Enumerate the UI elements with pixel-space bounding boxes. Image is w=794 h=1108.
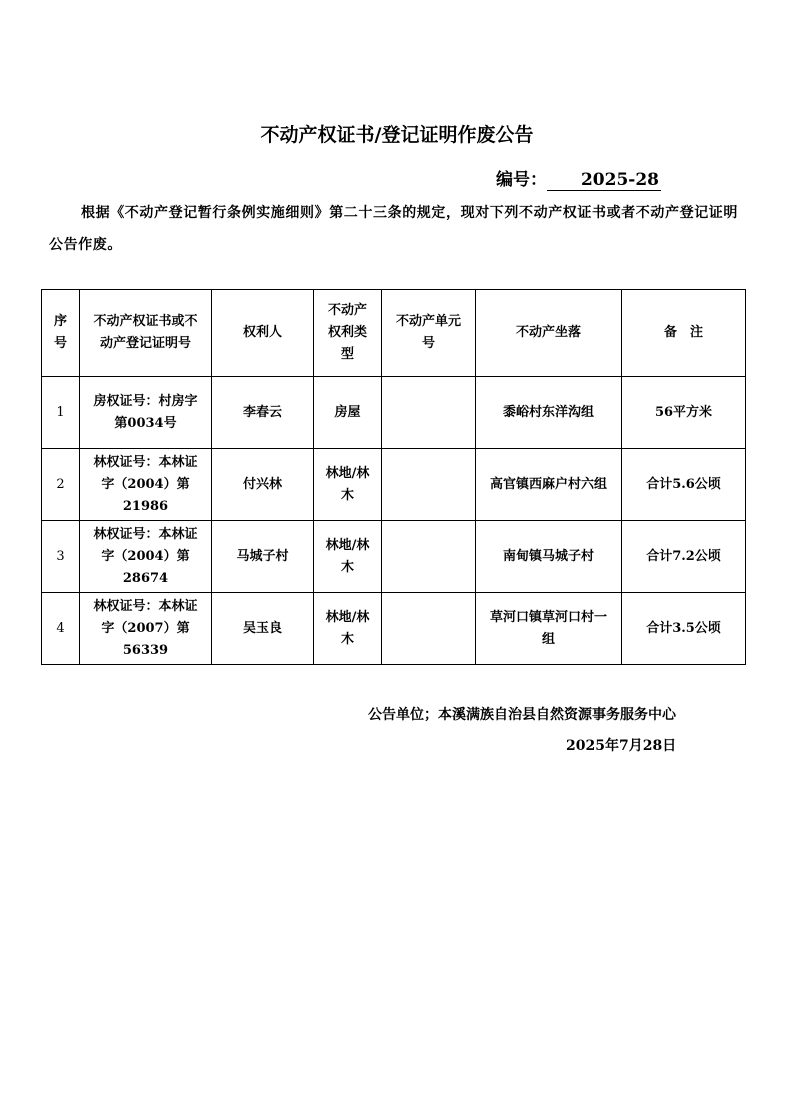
cell-note: 合计3.5公顷	[622, 593, 746, 665]
cell-seq: 1	[42, 377, 80, 449]
cell-note: 56平方米	[622, 377, 746, 449]
cell-cert: 林权证号：本林证字（2007）第56339	[80, 593, 212, 665]
issuing-organization: 公告单位；本溪满族自治县自然资源事务服务中心	[368, 707, 676, 723]
cell-seq: 2	[42, 449, 80, 521]
header-unit: 不动产单元号	[382, 290, 476, 377]
cell-location: 黍峪村东洋沟组	[476, 377, 622, 449]
document-number	[496, 165, 661, 191]
cell-holder: 李春云	[212, 377, 314, 449]
cell-type: 林地/林木	[314, 521, 382, 593]
header-holder: 权利人	[212, 290, 314, 377]
cell-cert: 林权证号：本林证字（2004）第21986	[80, 449, 212, 521]
cell-unit	[382, 449, 476, 521]
header-type: 不动产权利类型	[314, 290, 382, 377]
cell-note: 合计5.6公顷	[622, 449, 746, 521]
table-header-row	[42, 290, 746, 377]
cell-location: 草河口镇草河口村一组	[476, 593, 622, 665]
header-seq: 序号	[42, 290, 80, 377]
table-row	[42, 593, 746, 665]
table-row	[42, 449, 746, 521]
document-number-label: 编号：	[496, 170, 547, 190]
cell-unit	[382, 377, 476, 449]
table-row	[42, 377, 746, 449]
table-row	[42, 521, 746, 593]
cell-holder: 付兴林	[212, 449, 314, 521]
cell-unit	[382, 521, 476, 593]
cell-seq: 4	[42, 593, 80, 665]
header-cert: 不动产权证书或不动产登记证明号	[80, 290, 212, 377]
cell-cert: 房权证号：村房字第0034号	[80, 377, 212, 449]
cell-seq: 3	[42, 521, 80, 593]
cell-type: 房屋	[314, 377, 382, 449]
cell-location: 南甸镇马城子村	[476, 521, 622, 593]
cell-location: 高官镇西麻户村六组	[476, 449, 622, 521]
cell-holder: 马城子村	[212, 521, 314, 593]
cell-note: 合计7.2公顷	[622, 521, 746, 593]
cell-cert: 林权证号：本林证字（2004）第28674	[80, 521, 212, 593]
header-note: 备 注	[622, 290, 746, 377]
page-title: 不动产权证书/登记证明作废公告	[260, 124, 534, 146]
cell-type: 林地/林木	[314, 449, 382, 521]
header-location: 不动产坐落	[476, 290, 622, 377]
intro-paragraph: 根据《不动产登记暂行条例实施细则》第二十三条的规定，现对下列不动产权证书或者不动产登记证明公告作废。	[49, 205, 738, 253]
cell-unit	[382, 593, 476, 665]
document-number-value: 2025-28	[547, 170, 661, 191]
cell-holder: 吴玉良	[212, 593, 314, 665]
issue-date: 2025年7月28日	[566, 738, 677, 754]
certificate-table	[41, 289, 746, 665]
cell-type: 林地/林木	[314, 593, 382, 665]
